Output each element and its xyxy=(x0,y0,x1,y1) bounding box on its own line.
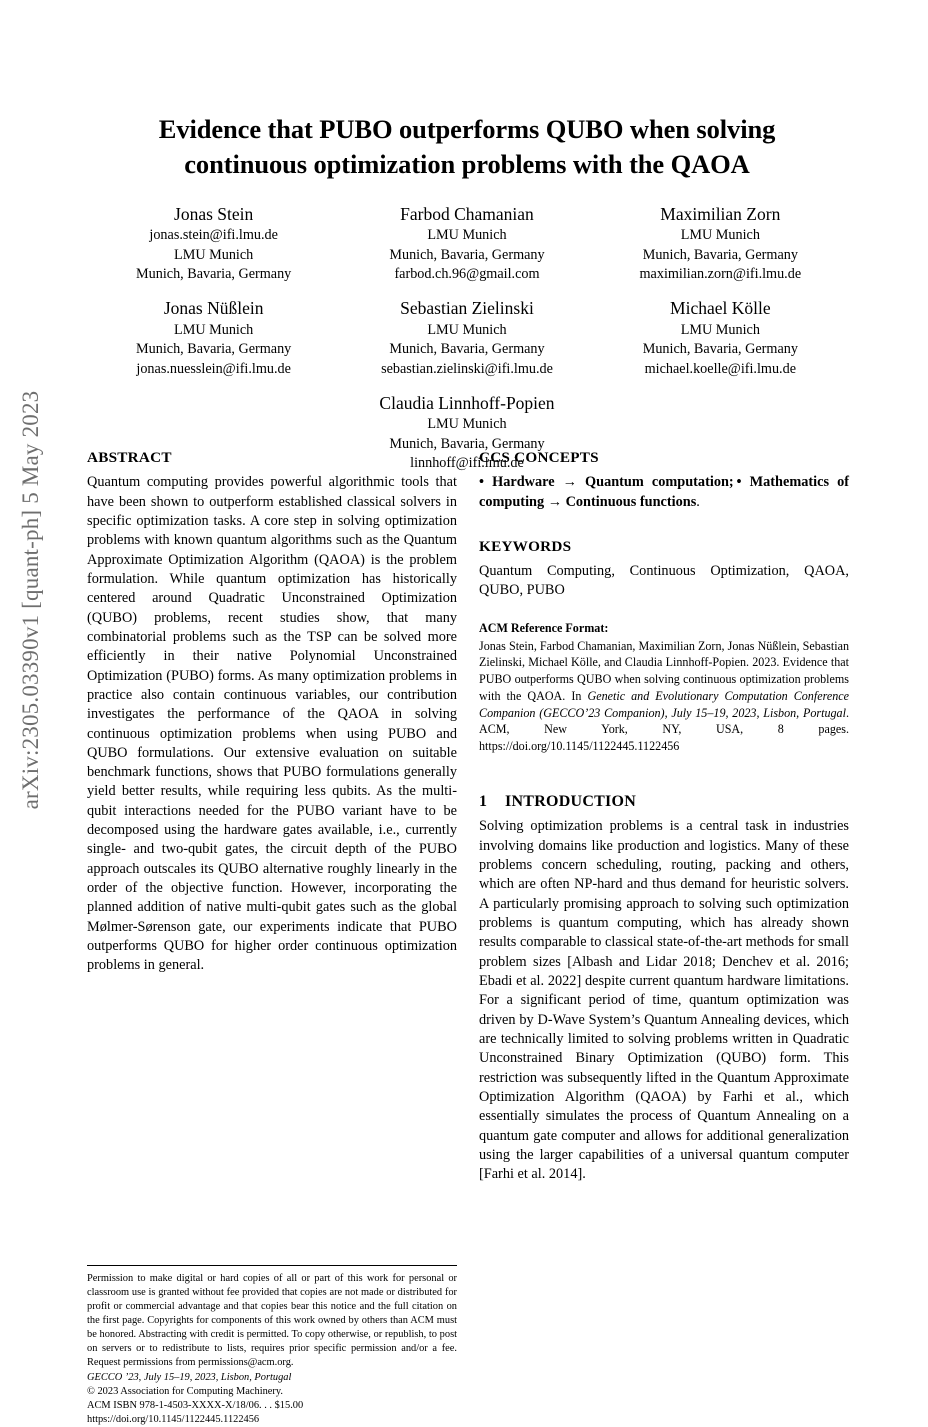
author-detail-line: LMU Munich xyxy=(427,416,507,433)
introduction-heading xyxy=(479,792,849,811)
keywords-text: Quantum Computing, Continuous Optimization, QAOA, QUBO, PUBO xyxy=(479,563,849,599)
right-column xyxy=(479,449,849,1183)
author-detail-line: linnhoff@ifi.lmu.de xyxy=(410,455,524,472)
author-entry xyxy=(87,203,340,285)
author-detail-line: michael.koelle@ifi.lmu.de xyxy=(644,360,796,377)
left-column xyxy=(87,449,457,1425)
author-detail-line: LMU Munich xyxy=(427,227,507,244)
abstract-heading: ABSTRACT xyxy=(87,449,172,466)
author-entry xyxy=(340,297,593,379)
author-name: Michael Kölle xyxy=(670,298,771,319)
author-detail-line: Munich, Bavaria, Germany xyxy=(389,246,545,263)
author-detail-line: Munich, Bavaria, Germany xyxy=(642,341,798,358)
ccs-concepts-text xyxy=(479,473,849,512)
author-detail-line: Munich, Bavaria, Germany xyxy=(136,266,292,283)
keywords-heading: KEYWORDS xyxy=(479,537,572,555)
author-detail-line: LMU Munich xyxy=(680,321,760,338)
author-detail-line: Munich, Bavaria, Germany xyxy=(389,435,545,452)
author-block xyxy=(87,203,847,474)
author-entry xyxy=(87,297,340,379)
author-name: Maximilian Zorn xyxy=(660,203,781,224)
author-entry xyxy=(340,203,593,285)
acm-reference-text xyxy=(479,638,849,756)
author-detail-line: Munich, Bavaria, Germany xyxy=(136,341,292,358)
venue-line: GECCO ’23, July 15–19, 2023, Lisbon, Portugal xyxy=(87,1371,292,1383)
doi-line[interactable]: https://doi.org/10.1145/1122445.1122456 xyxy=(87,1413,260,1425)
ccs-bold-text: • Hardware → Quantum computation; • Mathematics of computing → Continuous functions xyxy=(479,474,849,510)
author-detail-line: jonas.nuesslein@ifi.lmu.de xyxy=(136,360,291,377)
copyright-block xyxy=(87,1265,457,1427)
author-detail-line: Munich, Bavaria, Germany xyxy=(642,246,798,263)
author-detail-line: farbod.ch.96@gmail.com xyxy=(394,266,540,283)
author-row xyxy=(87,203,847,285)
acm-copyright-line: © 2023 Association for Computing Machinery. xyxy=(87,1385,283,1397)
author-detail-line: LMU Munich xyxy=(174,246,254,263)
acm-ref-venue-italic: Genetic and Evolutionary Computation Conference Companion (GECCO’23 Companion), July 15–19, 2023, Lisbon, Portugal xyxy=(479,688,849,720)
author-name: Jonas Nüßlein xyxy=(163,298,264,319)
permission-statement: Permission to make digital or hard copies of all or part of this work for personal or classroom use is granted without fee provided that copies are not made or distributed for profit or commercial advantage and that copies bear this notice and the full citation on the first page. Copyrights for components of this work owned by others than ACM must be honored. Abstracting with credit is permitted. To copy otherwise, or republish, to post on servers or to redistribute to lists, requires prior specific permission and/or a fee. Request permissions from permissions@acm.org. xyxy=(87,1273,457,1368)
introduction-text: Solving optimization problems is a central task in industries involving domains like production and logistics. Many of these problems concern scheduling, routing, packing and others, which are often NP-hard and thus demand for heuristic solvers. A particularly promising approach to solving such optimization problems is quantum computing, which has already shown results comparable to classical state-of-the-art methods for small problem sizes [Albash and Lidar 2018; Denchev et al. 2016; Ebadi et al. 2022] despite current quantum hardware limitations. For a significant period of time, quantum optimization was driven by D-Wave System’s Quantum Annealing devices, which are technically limited to solving problems written in Quadratic Unconstrained Binary Optimization (QUBO) form. This restriction was subsequently lifted in the Quantum Approximate Optimization Algorithm (QAOA) by Farhi et al., which essentially simulates the process of Quantum Annealing on a quantum gate computer and allows for additional generalization using the larger capabilities of a universal quantum computer [Farhi et al. 2014]. xyxy=(479,818,849,1183)
author-row xyxy=(87,297,847,379)
author-detail-line: jonas.stein@ifi.lmu.de xyxy=(149,227,278,244)
author-entry xyxy=(594,297,847,379)
acm-ref-part2: . ACM, New York, NY, USA, 8 pages. https://doi.org/10.1145/1122445.1122456 xyxy=(479,705,849,754)
abstract-text: Quantum computing provides powerful algorithmic tools that have been shown to outperform established classical solvers in specific optimization tasks. A core step in solving optimization problems with known quantum algorithms such as the Quantum Approximate Optimization Algorithm (QAOA) is the problem formulation. While quantum optimization has historically centered around Quadratic Unconstrained Optimization (QUBO) problems, recent studies show, that many combinatorial problems such as the TSP can be solved more efficiently in their native Polynomial Unconstrained Optimization (PUBO) forms. As many optimization problems in practice also contain continuous variables, our contribution investigates the performance of the QAOA in solving continuous optimization problems when using PUBO and QUBO formulations. Our extensive evaluation on suitable benchmark functions, shows that PUBO formulations generally yield better results, while requiring less qubits. As the multi-qubit interactions needed for the PUBO variant have to be decomposed using the hardware gates available, i.e., currently single- and two-qubit gates, the circuit depth of the PUBO approach outscales its QUBO alternative roughly linearly in the order of the objective function. However, incorporating the planned addition of native multi-qubit gates such as the global Mølmer-Sørenson gate, our experiments indicate that PUBO outperforms QUBO for higher order continuous optimization problems in general. xyxy=(87,474,457,974)
author-name: Farbod Chamanian xyxy=(400,203,534,224)
paper-content xyxy=(87,112,849,1425)
author-detail-line: LMU Munich xyxy=(680,227,760,244)
author-detail-line: Munich, Bavaria, Germany xyxy=(389,341,545,358)
author-detail-line: LMU Munich xyxy=(427,321,507,338)
author-detail-line: LMU Munich xyxy=(174,321,254,338)
arxiv-identifier-stamp: arXiv:2305.03390v1 [quant-ph] 5 May 2023 xyxy=(18,390,43,810)
two-column-body xyxy=(87,449,849,1425)
page-title: Evidence that PUBO outperforms QUBO when solving continuous optimization problems with the QAOA xyxy=(158,114,776,179)
acm-reference-heading: ACM Reference Format: xyxy=(479,620,609,635)
acm-ref-part1: Jonas Stein, Farbod Chamanian, Maximilian Zorn, Jonas Nüßlein, Sebastian Zielinski, Michael Kölle, and Claudia Linnhoff-Popien. 2023. Evidence that PUBO outperforms QUBO when solving continuous optimization problems with the QAOA. In xyxy=(479,638,849,703)
copyright-divider xyxy=(87,1265,457,1266)
ccs-concepts-heading: CCS CONCEPTS xyxy=(479,449,599,466)
ccs-trailing-period: . xyxy=(696,493,700,510)
isbn-line: ACM ISBN 978-1-4503-XXXX-X/18/06. . . $15.00 xyxy=(87,1399,304,1411)
author-detail-line: maximilian.zorn@ifi.lmu.de xyxy=(639,266,802,283)
author-name: Claudia Linnhoff-Popien xyxy=(379,392,555,413)
section-number: 1 xyxy=(479,793,488,811)
author-name: Sebastian Zielinski xyxy=(400,298,534,319)
section-title: INTRODUCTION xyxy=(505,793,637,811)
author-entry xyxy=(594,203,847,285)
author-detail-line: sebastian.zielinski@ifi.lmu.de xyxy=(381,360,553,377)
author-name: Jonas Stein xyxy=(174,203,254,224)
